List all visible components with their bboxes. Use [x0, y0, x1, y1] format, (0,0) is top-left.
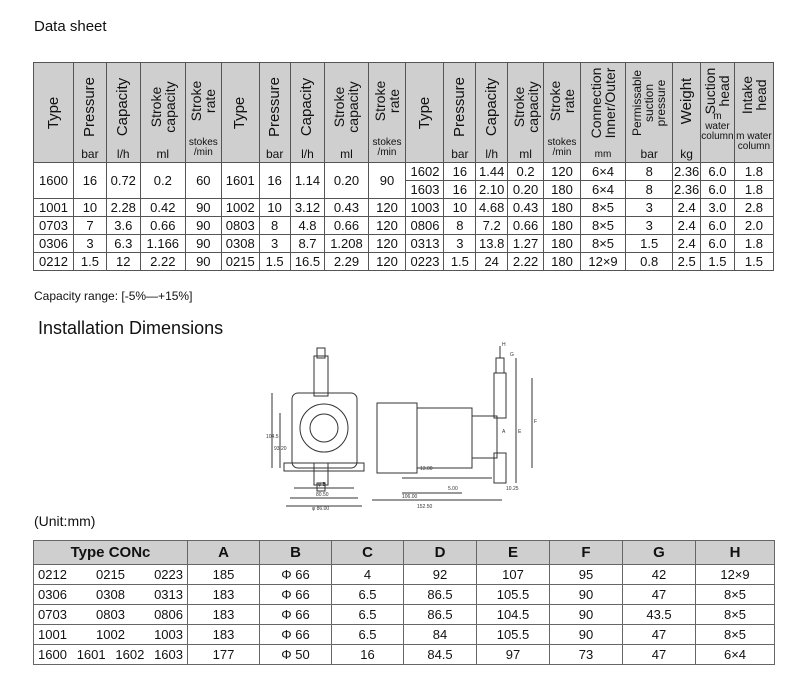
col-type: Type	[34, 63, 74, 163]
capacity-cell: 6.3	[106, 235, 140, 253]
installation-title: Installation Dimensions	[38, 318, 224, 338]
dim-col-d: D	[404, 541, 477, 565]
dim-c-cell: 6.5	[332, 625, 404, 645]
stroke-capacity-cell: 0.43	[508, 199, 544, 217]
permissible-suction-cell: 3	[626, 199, 673, 217]
stroke-rate-cell: 90	[185, 253, 221, 271]
dim-c-cell: 16	[332, 645, 404, 665]
data-sheet-table	[33, 62, 774, 271]
type-cell: 1602	[406, 163, 444, 181]
capacity-cell: 1.14	[290, 163, 325, 199]
dim-label: 93.20	[274, 446, 287, 452]
stroke-capacity-cell: 0.20	[325, 163, 368, 199]
type-code: 0803	[96, 607, 125, 622]
dim-d-cell: 84	[404, 625, 477, 645]
table-row	[34, 565, 775, 585]
pressure-cell: 3	[444, 235, 476, 253]
type-cell: 1603	[406, 181, 444, 199]
dim-g-cell: 47	[623, 585, 696, 605]
capacity-cell: 3.6	[106, 217, 140, 235]
type-code: 0215	[96, 567, 125, 582]
type-code: 0212	[38, 567, 67, 582]
col-permissible-suction: Permissable suction pressure bar	[626, 63, 673, 163]
col-type: Type	[221, 63, 259, 163]
type-cell: 0223	[406, 253, 444, 271]
col-pressure: Pressure bar	[444, 63, 476, 163]
dim-e-cell: 104.5	[477, 605, 550, 625]
stroke-rate-cell: 90	[368, 163, 406, 199]
stroke-capacity-cell: 1.27	[508, 235, 544, 253]
stroke-capacity-cell: 2.29	[325, 253, 368, 271]
capacity-cell: 2.10	[476, 181, 508, 199]
dim-f-cell: 95	[550, 565, 623, 585]
stroke-rate-cell: 90	[185, 217, 221, 235]
dim-label: 104.5	[266, 434, 279, 440]
col-stroke-capacity: Stroke capacity ml	[508, 63, 544, 163]
weight-cell: 2.36	[673, 164, 700, 179]
col-connection: Connection Inner/Outer mm	[580, 63, 625, 163]
type-cell: 0308	[221, 235, 259, 253]
table-row	[34, 253, 774, 271]
intake-head-cell: 2.0	[734, 217, 773, 235]
stroke-rate-cell: 180	[544, 253, 581, 271]
dim-f-cell: 90	[550, 585, 623, 605]
type-cell	[34, 625, 188, 645]
weight-cell: 2.4	[673, 217, 701, 235]
dim-label: G	[510, 352, 514, 358]
capacity-cell: 3.12	[290, 199, 325, 217]
pressure-cell: 16	[444, 163, 476, 181]
type-cell: 1002	[221, 199, 259, 217]
dim-label: φ 86.00	[312, 506, 330, 512]
dim-h-cell: 12×9	[696, 565, 775, 585]
capacity-cell: 1.44	[476, 163, 508, 181]
dim-h-cell: 8×5	[696, 605, 775, 625]
pressure-cell: 3	[259, 235, 290, 253]
intake-head-cell: 1.8	[734, 163, 773, 181]
dim-e-cell: 105.5	[477, 585, 550, 605]
dim-f-cell: 90	[550, 605, 623, 625]
col-capacity: Capacity l/h	[290, 63, 325, 163]
type-code: 1002	[96, 627, 125, 642]
capacity-cell: 16.5	[290, 253, 325, 271]
type-code: 0306	[38, 587, 67, 602]
unit-label: (Unit:mm)	[34, 513, 96, 529]
pressure-cell: 8	[444, 217, 476, 235]
stroke-capacity-cell: 0.20	[508, 181, 544, 199]
capacity-cell: 24	[476, 253, 508, 271]
stroke-capacity-cell: 1.208	[325, 235, 368, 253]
connection-cell: 6×4	[580, 163, 625, 181]
dim-h-cell: 8×5	[696, 585, 775, 605]
dim-g-cell: 43.5	[623, 605, 696, 625]
stroke-capacity-cell: 1.166	[140, 235, 185, 253]
dim-col-c: C	[332, 541, 404, 565]
intake-head-cell: 2.8	[734, 199, 773, 217]
dim-label: 10.25	[506, 486, 519, 492]
stroke-capacity-cell: 0.2	[140, 163, 185, 199]
data-sheet-title: Data sheet	[34, 18, 107, 35]
motor	[377, 403, 417, 473]
stroke-rate-cell: 120	[368, 217, 406, 235]
dim-label: E	[518, 429, 522, 435]
table-row	[34, 625, 775, 645]
type-cell	[34, 585, 188, 605]
stroke-capacity-cell: 0.66	[508, 217, 544, 235]
capacity-cell: 4.68	[476, 199, 508, 217]
type-cell: 1003	[406, 199, 444, 217]
dim-b-cell: Φ 50	[260, 645, 332, 665]
table-row	[34, 199, 774, 217]
type-cell: 0306	[34, 235, 74, 253]
suction-head-cell: 3.0	[701, 199, 735, 217]
type-cell: 0212	[34, 253, 74, 271]
dim-col-e: E	[477, 541, 550, 565]
permissible-suction-cell: 1.5	[626, 235, 673, 253]
type-code: 1601	[76, 647, 106, 662]
table-row	[34, 217, 774, 235]
type-cell: 0803	[221, 217, 259, 235]
dim-a-cell: 185	[188, 565, 260, 585]
dim-g-cell: 47	[623, 625, 696, 645]
type-code: 1600	[38, 647, 67, 662]
suction-head-cell: 6.0	[701, 163, 735, 181]
dim-a-cell: 183	[188, 605, 260, 625]
type-code: 0703	[38, 607, 67, 622]
dim-b-cell: Φ 66	[260, 605, 332, 625]
type-cell: 0806	[406, 217, 444, 235]
dim-g-cell: 47	[623, 645, 696, 665]
col-stroke-rate: Stroke rate stokes /min	[544, 63, 581, 163]
table-row	[34, 645, 775, 665]
dim-col-type: Type CONc	[34, 541, 188, 565]
dim-col-g: G	[623, 541, 696, 565]
stroke-rate-cell: 90	[185, 199, 221, 217]
weight-cell: 2.4	[673, 235, 701, 253]
dim-d-cell: 84.5	[404, 645, 477, 665]
dim-d-cell: 86.5	[404, 585, 477, 605]
col-pressure: Pressure bar	[259, 63, 290, 163]
capacity-cell: 13.8	[476, 235, 508, 253]
type-code: 0308	[96, 587, 125, 602]
connection-cell: 8×5	[580, 199, 625, 217]
stroke-capacity-cell: 2.22	[140, 253, 185, 271]
dim-label: φ B	[318, 482, 326, 488]
pump-drawing-svg	[262, 338, 542, 513]
dim-b-cell: Φ 66	[260, 565, 332, 585]
dim-label: 106.00	[402, 494, 418, 500]
stroke-capacity-cell: 2.22	[508, 253, 544, 271]
connection-cell: 12×9	[580, 253, 625, 271]
dim-col-a: A	[188, 541, 260, 565]
capacity-cell: 2.28	[106, 199, 140, 217]
dimensions-table	[33, 540, 775, 665]
stroke-capacity-cell: 0.66	[325, 217, 368, 235]
dim-h-cell: 8×5	[696, 625, 775, 645]
stroke-rate-cell: 120	[368, 199, 406, 217]
permissible-suction-cell: 8	[626, 181, 673, 199]
dim-label: 80.50	[316, 492, 329, 498]
dim-a-cell: 177	[188, 645, 260, 665]
dim-label: H	[502, 342, 506, 348]
capacity-cell: 7.2	[476, 217, 508, 235]
stroke-rate-cell: 60	[185, 163, 221, 199]
capacity-cell: 4.8	[290, 217, 325, 235]
type-code: 0313	[154, 587, 183, 602]
weight-cell: 2.5	[673, 253, 701, 271]
type-cell: 1001	[34, 199, 74, 217]
weight-cell: 2.36	[673, 182, 700, 197]
dim-col-f: F	[550, 541, 623, 565]
dim-a-cell: 183	[188, 625, 260, 645]
connection-cell: 8×5	[580, 235, 625, 253]
col-stroke-capacity: Stroke capacity ml	[140, 63, 185, 163]
pressure-cell: 1.5	[259, 253, 290, 271]
type-cell	[34, 565, 188, 585]
type-code: 1603	[154, 647, 183, 662]
stroke-rate-cell: 180	[544, 235, 581, 253]
dim-label: A	[502, 429, 506, 435]
weight-cell: 2.4	[673, 199, 701, 217]
type-code: 1003	[154, 627, 183, 642]
pressure-cell: 16	[444, 181, 476, 199]
dim-header-row	[34, 541, 775, 565]
suction-head-cell: 1.5	[701, 253, 735, 271]
table-row	[34, 585, 775, 605]
table-row	[34, 605, 775, 625]
stroke-capacity-cell: 0.66	[140, 217, 185, 235]
pressure-cell: 10	[444, 199, 476, 217]
stroke-capacity-cell: 0.43	[325, 199, 368, 217]
permissible-suction-cell: 8	[626, 163, 673, 181]
type-cell: 1600	[34, 163, 74, 199]
col-suction-head: Suction head m water column	[701, 63, 735, 163]
pressure-cell: 7	[74, 217, 107, 235]
col-capacity: Capacity l/h	[476, 63, 508, 163]
dim-label: 152.50	[417, 504, 433, 510]
col-stroke-capacity: Stroke capacity ml	[325, 63, 368, 163]
dim-label: F	[534, 419, 538, 425]
pressure-cell: 1.5	[444, 253, 476, 271]
suction-head-cell: 6.0	[701, 181, 735, 199]
col-type: Type	[406, 63, 444, 163]
pressure-cell: 3	[74, 235, 107, 253]
col-stroke-rate: Stroke rate stokes /min	[185, 63, 221, 163]
capacity-range-note: Capacity range: [-5%—+15%]	[34, 289, 193, 303]
table-row	[34, 235, 774, 253]
stroke-rate-cell: 120	[368, 235, 406, 253]
dim-f-cell: 90	[550, 625, 623, 645]
stroke-rate-cell: 180	[544, 181, 581, 199]
dim-label: 13.00	[420, 466, 433, 472]
type-cell	[34, 605, 188, 625]
capacity-cell: 12	[106, 253, 140, 271]
pressure-cell: 1.5	[74, 253, 107, 271]
col-pressure: Pressure bar	[74, 63, 107, 163]
type-code: 0223	[154, 567, 183, 582]
table-row	[34, 163, 774, 181]
intake-head-cell: 1.8	[734, 235, 773, 253]
col-stroke-rate: Stroke rate stokes /min	[368, 63, 406, 163]
suction-head-cell: 6.0	[701, 217, 735, 235]
intake-head-cell: 1.8	[734, 181, 773, 199]
dim-d-cell: 86.5	[404, 605, 477, 625]
pressure-cell: 8	[259, 217, 290, 235]
dim-c-cell: 6.5	[332, 605, 404, 625]
capacity-cell: 0.72	[106, 163, 140, 199]
stroke-rate-cell: 180	[544, 199, 581, 217]
stroke-capacity-cell: 0.42	[140, 199, 185, 217]
connection-cell: 6×4	[580, 181, 625, 199]
col-capacity: Capacity l/h	[106, 63, 140, 163]
dim-a-cell: 183	[188, 585, 260, 605]
dim-g-cell: 42	[623, 565, 696, 585]
dim-d-cell: 92	[404, 565, 477, 585]
suction-head-cell: 6.0	[701, 235, 735, 253]
permissible-suction-cell: 0.8	[626, 253, 673, 271]
stroke-rate-cell: 120	[368, 253, 406, 271]
pressure-cell: 10	[74, 199, 107, 217]
stroke-rate-cell: 120	[544, 163, 581, 181]
connection-cell: 8×5	[580, 217, 625, 235]
pressure-cell: 16	[74, 163, 107, 199]
type-cell	[34, 645, 188, 665]
dim-col-h: H	[696, 541, 775, 565]
pressure-cell: 10	[259, 199, 290, 217]
stroke-capacity-cell: 0.2	[508, 163, 544, 181]
pressure-cell: 16	[259, 163, 290, 199]
intake-head-cell: 1.5	[734, 253, 773, 271]
stroke-rate-cell: 180	[544, 217, 581, 235]
type-cell: 0703	[34, 217, 74, 235]
dim-e-cell: 105.5	[477, 625, 550, 645]
dim-e-cell: 97	[477, 645, 550, 665]
dim-f-cell: 73	[550, 645, 623, 665]
type-cell: 0215	[221, 253, 259, 271]
dim-b-cell: Φ 66	[260, 625, 332, 645]
dim-label: 5.00	[448, 486, 458, 492]
dim-col-b: B	[260, 541, 332, 565]
dim-h-cell: 6×4	[696, 645, 775, 665]
dim-b-cell: Φ 66	[260, 585, 332, 605]
capacity-cell: 8.7	[290, 235, 325, 253]
col-intake-head: Intake head m water column	[734, 63, 773, 163]
type-cell: 1601	[221, 163, 259, 199]
type-code: 1001	[38, 627, 67, 642]
header-row	[34, 63, 774, 163]
type-code: 0806	[154, 607, 183, 622]
permissible-suction-cell: 3	[626, 217, 673, 235]
dim-c-cell: 4	[332, 565, 404, 585]
pump-drawing	[262, 338, 542, 518]
stroke-rate-cell: 90	[185, 235, 221, 253]
dim-c-cell: 6.5	[332, 585, 404, 605]
col-weight: Weight kg	[673, 63, 701, 163]
type-code: 1602	[115, 647, 145, 662]
type-cell: 0313	[406, 235, 444, 253]
dim-e-cell: 107	[477, 565, 550, 585]
